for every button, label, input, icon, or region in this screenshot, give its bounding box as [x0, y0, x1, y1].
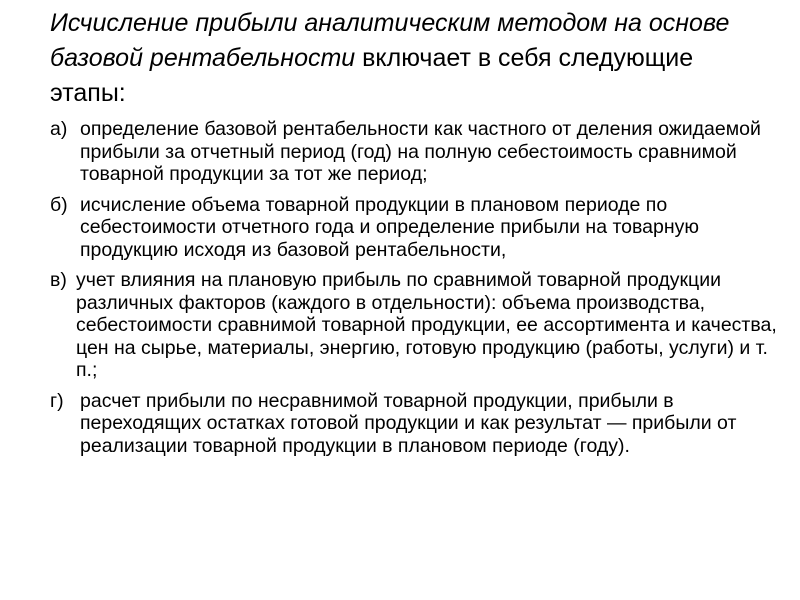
list-item [50, 390, 790, 458]
slide-title [50, 6, 770, 111]
list-marker: б) [50, 193, 68, 216]
list-marker: в) [50, 269, 67, 291]
list-item-text: учет влияния на плановую прибыль по сравнимой товарной продукции различных факторов (каждого в отдельности): объема производства, себестоимости сравнимой товарной продукции, ее ассортимента и качества, цен на сырье, материалы, энергию, готовую продукцию (работы, услуги) и т. п.; [76, 269, 777, 381]
list-item-text: определение базовой рентабельности как частного от деления ожидаемой прибыли за отчетный период (год) на полную себестоимость сравнимой товарной продукции за тот же период; [80, 118, 761, 185]
list-item [50, 269, 790, 382]
list-marker: г) [50, 389, 64, 412]
list-item-text: расчет прибыли по несравнимой товарной продукции, прибыли в переходящих остатках готовой продукции и как результат — прибыли от реализации товарной продукции в плановом периоде (году). [80, 389, 737, 457]
slide-title-emphasis: Исчисление прибыли аналитическим методом на основе базовой рентабельности [50, 9, 730, 72]
slide-title-rest: включает в себя следующие этапы: [50, 44, 694, 107]
stages-list [50, 118, 790, 465]
list-item-text: исчисление объема товарной продукции в плановом периоде по себестоимости отчетного года и определение прибыли на товарную продукцию исходя из базовой рентабельности, [80, 193, 699, 261]
list-item [50, 194, 790, 262]
list-marker: а) [50, 118, 68, 140]
list-item [50, 118, 790, 186]
